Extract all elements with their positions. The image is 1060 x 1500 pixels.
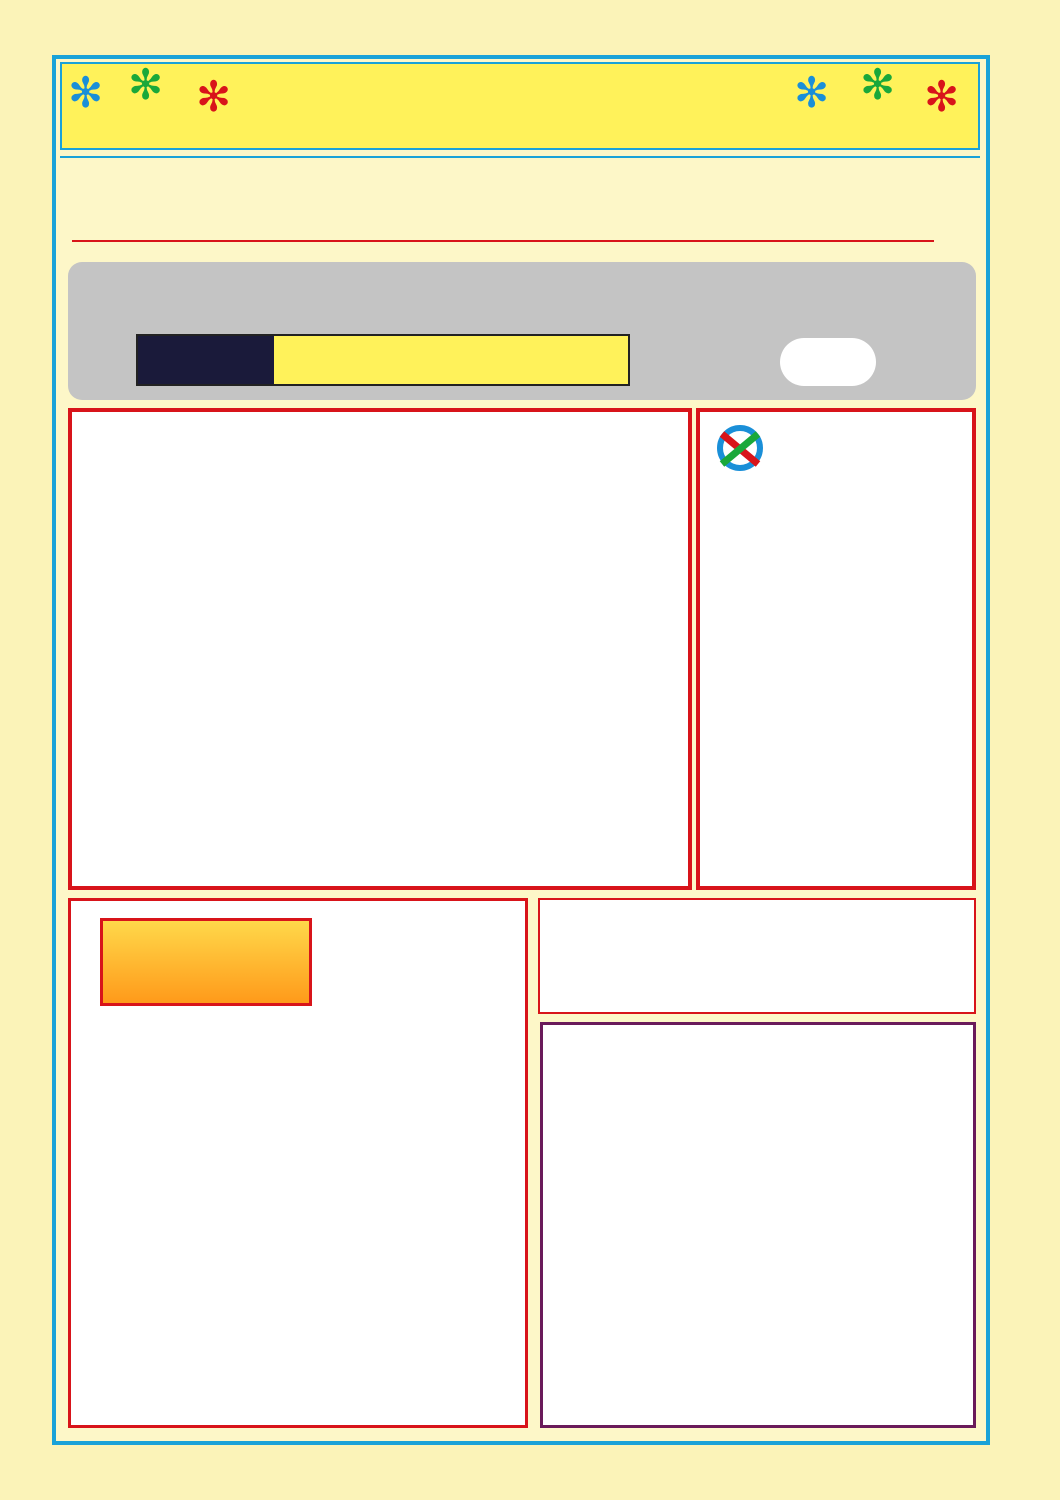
snowflake-icon: ✻: [196, 72, 232, 121]
poem-label: [138, 336, 274, 384]
blank-panel: [540, 1022, 976, 1428]
idiom-panel: [538, 898, 976, 1014]
atv-panel: [696, 408, 976, 890]
prediction-panel: [60, 156, 980, 252]
snowflake-icon: ✻: [860, 60, 896, 109]
snowflake-icon: ✻: [68, 68, 104, 117]
code-value: [780, 338, 876, 386]
snowflake-icon: ✻: [924, 72, 960, 121]
riddle-panel: [68, 408, 692, 890]
atv-logo: [708, 424, 772, 480]
snowflake-icon: ✻: [128, 60, 164, 109]
humor-badge: [100, 918, 312, 1006]
snowflake-icon: ✻: [794, 68, 830, 117]
prediction-underline: [72, 240, 934, 242]
